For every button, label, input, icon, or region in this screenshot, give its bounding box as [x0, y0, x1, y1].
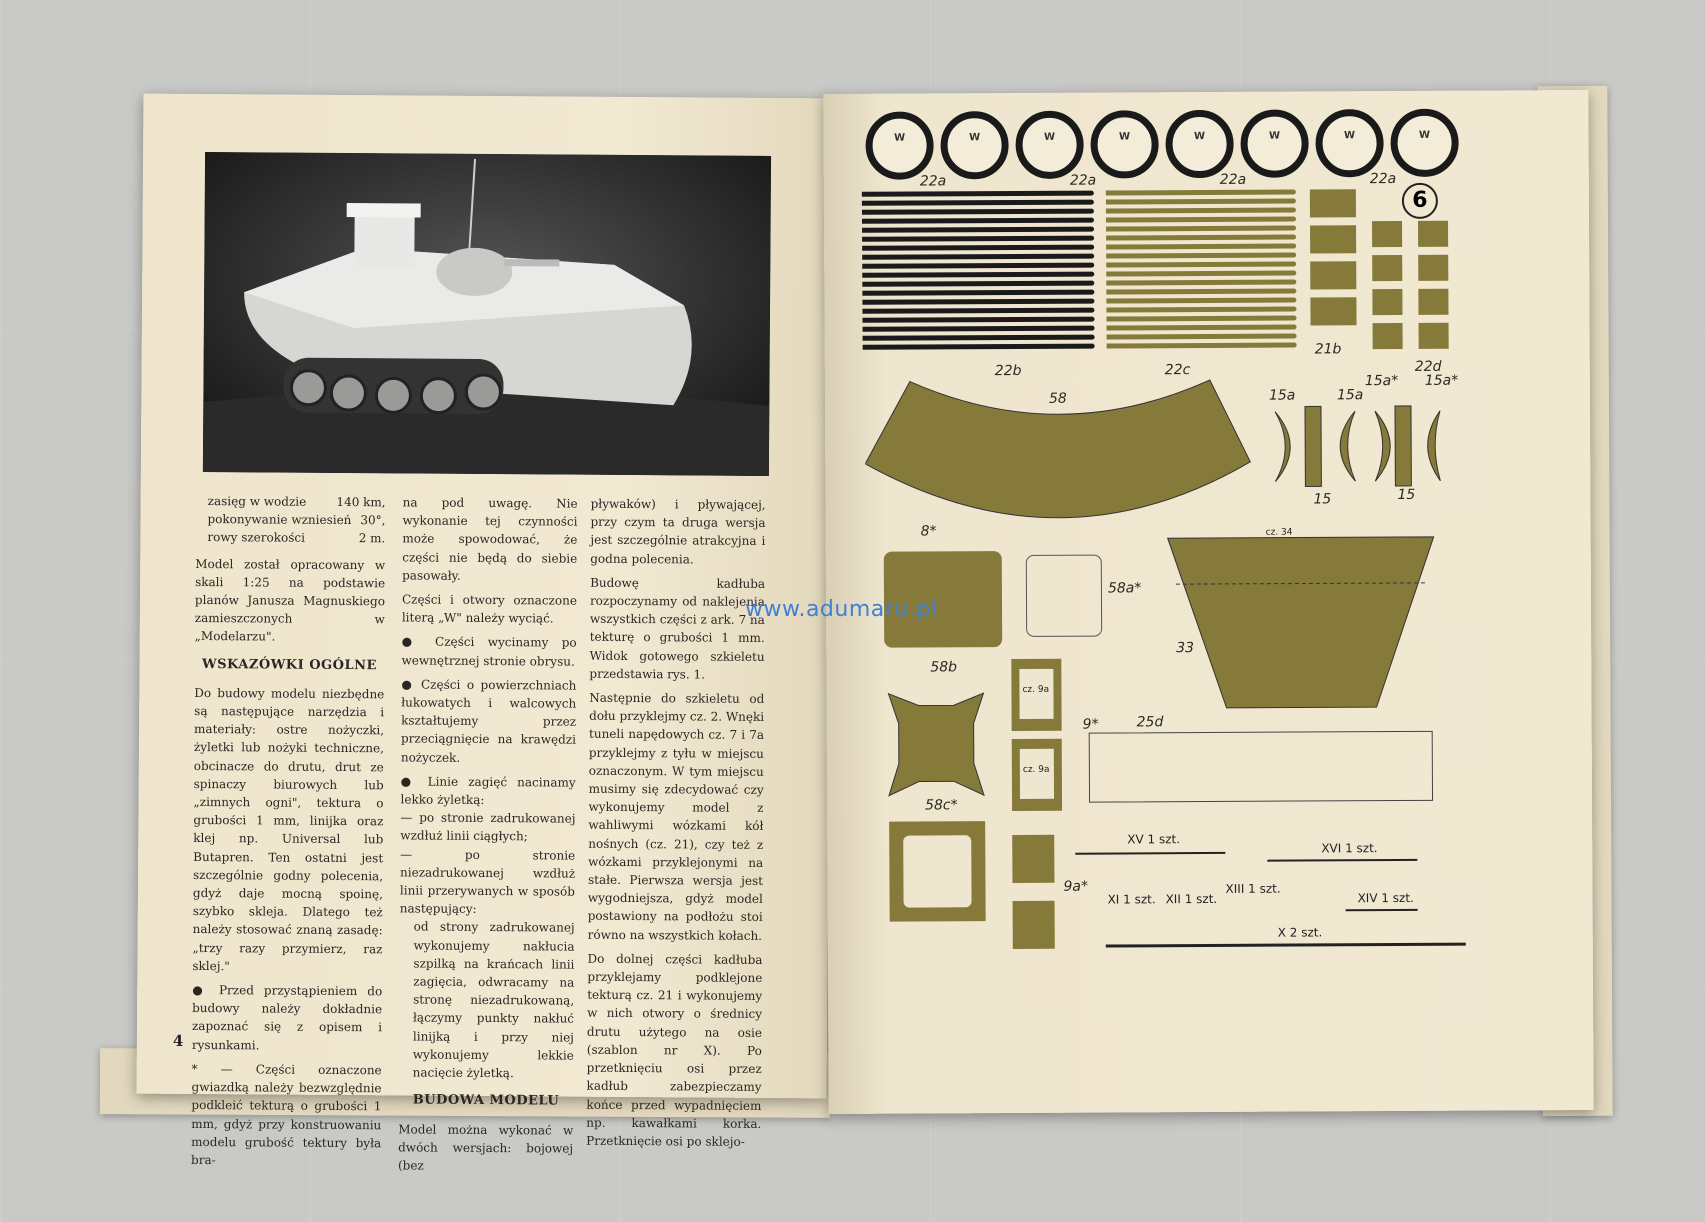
ring-letter: W — [969, 132, 981, 144]
part-label: 22a — [1069, 172, 1097, 189]
part-label: 15 — [1313, 491, 1332, 508]
ring-part — [865, 111, 933, 179]
left-page — [137, 94, 834, 1173]
ring-letter: W — [1344, 130, 1356, 142]
spec-label: rowy szerokości — [207, 530, 306, 546]
track-strip — [1106, 298, 1296, 304]
paragraph: od strony zadrukowanej wykonujemy nakłucia szpilką na krańcach linii zagięcia, odwracamy na stronę niezadrukowaną, łączymy punkty nakłuć linijką i przy niej wykonujemy lekkie nacięcie żyletką. — [412, 919, 575, 1081]
paragraph: — po stronie zadrukowanej wzdłuż linii ciągłych; — [400, 810, 576, 844]
paragraph: ● Linie zagięć nacinamy lekko żyletką: — [400, 774, 576, 808]
track-strip — [1106, 208, 1296, 214]
part-label: 8* — [920, 523, 937, 540]
paragraph: Do budowy modelu niezbędne są następujące narzędzia i materiały: ostre nożyczki, żyletki lub nożyki techniczne, obcinacze do drutu, drut ze spinaczy biurowych lub „zimnych ogni", tektura o grubości 1 mm, linijka oraz klej np. Universal lub Butapren. Ten ostatni jest szczególnie godny polecenia, gdyż daje mocną spoinę, szybko skleja. Dlatego też należy stosować znaną zasadę: „trzy razy przymierz, raz sklej." — [192, 685, 385, 974]
parts-21b — [1310, 189, 1357, 325]
part-label: 58a* — [1107, 580, 1142, 597]
ring-part — [1390, 109, 1458, 177]
part-label: 22b — [994, 362, 1022, 380]
part-9a — [1012, 835, 1054, 883]
text-column-3 — [586, 495, 766, 1157]
part-58c — [889, 821, 986, 922]
track-strip — [862, 263, 1094, 269]
template-label: XIII 1 szt. — [1225, 881, 1281, 896]
track-strips-22c — [1106, 190, 1297, 353]
track-strip — [862, 308, 1094, 314]
track-strip — [863, 335, 1095, 341]
paragraph: pływaków) i pływającej, przy czym ta druga wersja jest szczególnie atrakcyjna i godna polecenia. — [590, 496, 766, 567]
track-strip — [862, 299, 1094, 305]
track-strip — [862, 290, 1094, 296]
part-label: 15a* — [1364, 373, 1399, 390]
track-strip — [1107, 334, 1297, 340]
track-strip — [1106, 199, 1296, 205]
track-strip — [1106, 307, 1296, 313]
track-strip — [863, 344, 1095, 350]
track-strip — [1107, 343, 1297, 349]
paragraph: Następnie do szkieletu od dołu przyklejmy cz. 2. Wnęki tuneli napędowych cz. 7 i 7a przyklejmy z tyłu w miejscu oznaczonym. W tym miejscu musimy się zdecydować czy wykonujemy model z wahliwymi wózkami kół nośnych (cz. 21), czy też z wózkami przyklejonymi na stałe. Pierwsza wersja jest wygodniejsza, gdyż model postawiony na podłożu stoi równo na wszystkich kołach. — [587, 690, 765, 943]
ring-part — [1240, 109, 1308, 177]
spec-label: pokonywanie wzniesień — [207, 512, 352, 528]
paragraph: ● Przed przystąpieniem do budowy należy dokładnie zapoznać się z opisem i rysunkami. — [191, 983, 383, 1053]
part-25d — [1089, 731, 1433, 803]
template-label: XI 1 szt. — [1107, 892, 1156, 907]
track-strip — [862, 209, 1094, 215]
track-strip — [862, 281, 1094, 287]
template-line — [1106, 943, 1466, 948]
ring-part — [1090, 110, 1158, 178]
paragraph: Części i otwory oznaczone literą „W" należy wyciąć. — [401, 592, 578, 626]
template-line — [1267, 859, 1417, 862]
track-strip — [862, 218, 1094, 224]
template-label: XV 1 szt. — [1127, 832, 1181, 847]
section-heading: BUDOWA MODELU — [412, 1092, 560, 1109]
template-line — [1075, 852, 1225, 855]
paragraph: * — Części oznaczone gwiazdką należy bezwzględnie podkleić tekturą o grubości 1 mm, gdyż przy konstruowaniu modelu grubość tektury była bra- — [191, 1061, 382, 1168]
spec-value: 30°, — [360, 513, 386, 528]
part-33 — [1166, 529, 1437, 710]
part-label: 22c — [1164, 362, 1191, 379]
track-strip — [862, 191, 1094, 197]
ring-letter: W — [1269, 130, 1281, 142]
paragraph: Do dolnej części kadłuba przyklejamy podklejone tekturą cz. 21 i wykonujemy w nich otwory o średnicy drutu użytego na osie (szablon nr X). Po przetknięciu osi przez kadłub zabezpieczamy końce przed wypadnięciem np. kawałkami korka. Przetknięcie osi po sklejo- — [586, 951, 763, 1149]
track-strip — [1106, 271, 1296, 277]
text-column-2 — [398, 493, 578, 1181]
template-label: XIV 1 szt. — [1357, 890, 1414, 906]
part-label: 58c* — [925, 797, 958, 814]
spec-row — [195, 510, 385, 530]
ring-letter: W — [1119, 131, 1131, 143]
part-label: cz. 34 — [1265, 527, 1293, 538]
track-strip — [862, 227, 1094, 233]
track-strip — [1107, 325, 1297, 331]
track-strip — [1106, 190, 1296, 196]
track-strip — [1106, 289, 1296, 295]
page-number: 4 — [172, 1031, 184, 1050]
ring-letter: W — [1044, 131, 1056, 143]
part-label: 9* — [1082, 716, 1099, 733]
section-heading: WSKAZÓWKI OGÓLNE — [202, 656, 377, 673]
sheet-number: 6 — [1402, 183, 1438, 219]
part-label: 58 — [1048, 390, 1067, 407]
track-strip — [1106, 253, 1296, 259]
track-strip — [863, 317, 1095, 323]
paragraph: na pod uwagę. Nie wykonanie tej czynności może spowodować, że części nie będą do siebie pasowały. — [402, 495, 578, 583]
part-label: 22a — [1219, 171, 1247, 188]
spec-row — [196, 492, 386, 512]
paragraph: Budowę kadłuba rozpoczynamy od naklejenia wszystkich części z ark. 7 na tekturę o grubości 1 mm. Widok gotowego szkieletu przedstawia rys. 1. — [589, 575, 766, 682]
right-page — [823, 90, 1593, 1114]
track-strip — [1106, 226, 1296, 232]
track-strip — [863, 326, 1095, 332]
track-strip — [1106, 217, 1296, 223]
paragraph: ● Części wycinamy po wewnętrznej stronie obrysu. — [401, 634, 577, 669]
part-label: cz. 9a — [1022, 764, 1050, 775]
spec-row — [195, 528, 385, 548]
part-58b — [878, 683, 994, 804]
spec-value: 140 km, — [336, 494, 386, 510]
parts-15a — [1265, 401, 1445, 492]
paragraph: Model można wykonać w dwóch wersjach: bojowej (bez — [397, 1121, 574, 1173]
part-label: 9a* — [1063, 878, 1089, 895]
part-label: 25d — [1136, 714, 1164, 731]
template-label: XII 1 szt. — [1165, 891, 1218, 907]
part-label: 21b — [1314, 341, 1342, 358]
paragraph: Model został opracowany w skali 1:25 na podstawie planów Janusza Magnuskiego zamieszczonych w „Modelarzu". — [194, 556, 386, 644]
part-label: 22a — [919, 173, 947, 190]
spec-label: zasięg w wodzie — [207, 494, 307, 509]
ring-part — [1165, 110, 1233, 178]
track-strip — [862, 254, 1094, 260]
track-strip — [1107, 316, 1297, 322]
part-label: 22d — [1414, 358, 1442, 375]
part-label: 15a — [1268, 387, 1296, 404]
track-strip — [862, 272, 1094, 278]
ring-part — [1315, 109, 1383, 177]
text-column-1 — [191, 492, 386, 1176]
part-9a — [1013, 901, 1055, 949]
template-label: XVI 1 szt. — [1321, 841, 1378, 856]
track-strip — [862, 200, 1094, 206]
ring-letter: W — [1194, 131, 1206, 143]
track-strip — [1106, 235, 1296, 241]
track-strip — [1106, 262, 1296, 268]
ring-letter: W — [894, 132, 906, 144]
track-strip — [862, 245, 1094, 251]
watermark: www.adumaru.pl — [745, 597, 938, 622]
template-label: X 2 szt. — [1277, 925, 1323, 940]
parts-22d — [1372, 221, 1449, 349]
template-line — [1346, 909, 1418, 911]
ring-part — [1015, 111, 1083, 179]
part-58a — [1026, 555, 1102, 637]
ring-part — [940, 111, 1008, 179]
part-label: 33 — [1176, 640, 1195, 657]
tank-photo — [203, 152, 771, 476]
part-label: 15a* — [1424, 372, 1459, 389]
track-strips-22b — [862, 191, 1095, 354]
part-label: cz. 9a — [1022, 684, 1050, 695]
track-strip — [1106, 244, 1296, 250]
part-label: 58b — [930, 659, 958, 676]
ring-letter: W — [1419, 129, 1431, 141]
spec-value: 2 m. — [358, 531, 386, 546]
part-label: 15a — [1336, 387, 1364, 404]
track-strip — [1106, 280, 1296, 286]
paragraph: ● Części o powierzchniach łukowatych i walcowych kształtujemy przez przeciągnięcie na krawędzi nożyczek. — [400, 677, 577, 765]
track-strip — [862, 236, 1094, 242]
part-label: 15 — [1397, 486, 1416, 504]
part-label: 22a — [1369, 171, 1397, 188]
paragraph: — po stronie niezadrukowanej wzdłuż linii przerywanych w sposób następujący: — [399, 847, 576, 917]
